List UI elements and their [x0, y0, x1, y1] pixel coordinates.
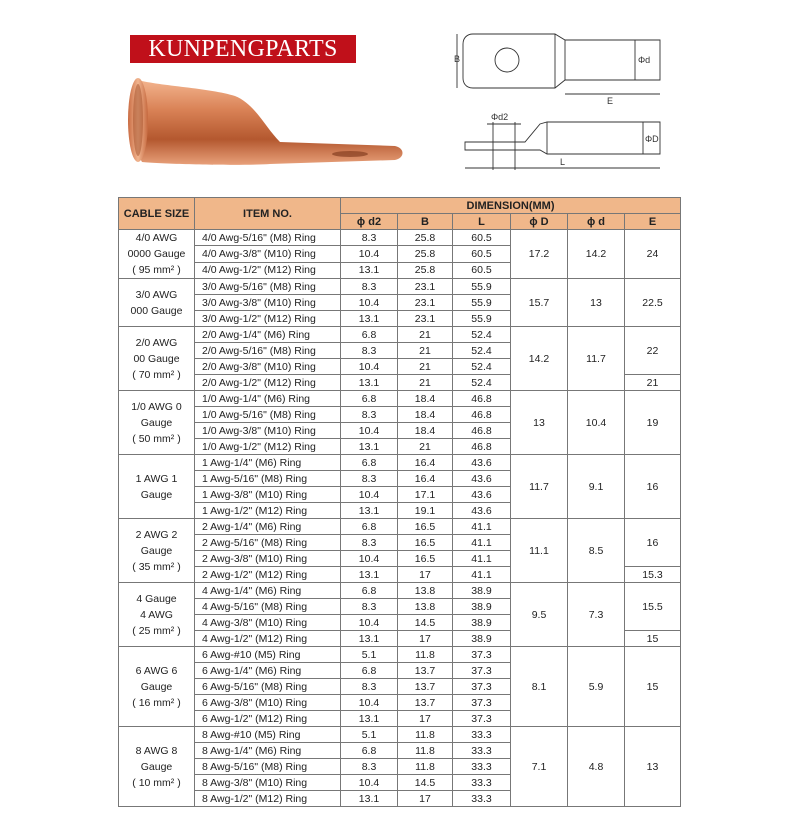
d2-cell: 6.8 — [341, 327, 398, 343]
d2-cell: 6.8 — [341, 583, 398, 599]
l-cell: 33.3 — [453, 775, 511, 791]
d2-cell: 8.3 — [341, 471, 398, 487]
item-no-cell: 1 Awg-5/16" (M8) Ring — [195, 471, 341, 487]
b-cell: 21 — [398, 343, 453, 359]
b-cell: 11.8 — [398, 759, 453, 775]
d2-cell: 5.1 — [341, 647, 398, 663]
small-d-cell: 7.3 — [568, 583, 625, 647]
big-d-cell: 17.2 — [511, 230, 568, 279]
e-cell: 16 — [625, 455, 681, 519]
small-d-cell: 14.2 — [568, 230, 625, 279]
cable-size-cell — [119, 647, 195, 727]
l-cell: 60.5 — [453, 246, 511, 262]
b-cell: 17 — [398, 791, 453, 807]
item-no-cell: 6 Awg-1/2" (M12) Ring — [195, 711, 341, 727]
header-cable-size: CABLE SIZE — [119, 198, 195, 230]
item-no-cell: 4 Awg-1/4" (M6) Ring — [195, 583, 341, 599]
cable-size-line: 0000 Gauge — [127, 248, 186, 260]
small-d-cell: 5.9 — [568, 647, 625, 727]
b-cell: 23.1 — [398, 295, 453, 311]
item-no-cell: 2 Awg-1/4" (M6) Ring — [195, 519, 341, 535]
item-no-cell: 3/0 Awg-3/8" (M10) Ring — [195, 295, 341, 311]
cable-size-line: ( 35 mm² ) — [132, 560, 181, 573]
item-no-cell: 4 Awg-3/8" (M10) Ring — [195, 615, 341, 631]
header-d2: ϕ d2 — [341, 214, 398, 230]
d2-cell: 8.3 — [341, 279, 398, 295]
table-row — [119, 583, 681, 599]
table-row — [119, 327, 681, 343]
l-cell: 43.6 — [453, 471, 511, 487]
d2-cell: 8.3 — [341, 599, 398, 615]
d2-cell: 6.8 — [341, 663, 398, 679]
b-cell: 14.5 — [398, 615, 453, 631]
e-cell: 16 — [625, 519, 681, 567]
cable-size-cell — [119, 230, 195, 279]
item-no-cell: 8 Awg-5/16" (M8) Ring — [195, 759, 341, 775]
l-cell: 41.1 — [453, 567, 511, 583]
dimension-table — [118, 197, 681, 807]
cable-size-cell — [119, 391, 195, 455]
b-cell: 16.5 — [398, 535, 453, 551]
l-cell: 38.9 — [453, 583, 511, 599]
l-cell: 55.9 — [453, 311, 511, 327]
d2-cell: 13.1 — [341, 375, 398, 391]
l-cell: 38.9 — [453, 599, 511, 615]
b-cell: 21 — [398, 359, 453, 375]
e-cell: 15 — [625, 647, 681, 727]
item-no-cell: 1 Awg-3/8" (M10) Ring — [195, 487, 341, 503]
b-cell: 18.4 — [398, 407, 453, 423]
cable-size-line: ( 95 mm² ) — [132, 264, 181, 276]
d2-cell: 10.4 — [341, 615, 398, 631]
item-no-cell: 6 Awg-1/4" (M6) Ring — [195, 663, 341, 679]
item-no-cell: 4/0 Awg-5/16" (M8) Ring — [195, 230, 341, 246]
cable-size-line: 2 AWG 2 — [135, 528, 178, 541]
d2-cell: 13.1 — [341, 711, 398, 727]
d2-cell: 6.8 — [341, 743, 398, 759]
big-d-cell: 15.7 — [511, 279, 568, 327]
table-row — [119, 455, 681, 471]
d2-cell: 13.1 — [341, 567, 398, 583]
l-cell: 46.8 — [453, 407, 511, 423]
b-cell: 16.4 — [398, 471, 453, 487]
d2-cell: 10.4 — [341, 551, 398, 567]
l-cell: 52.4 — [453, 375, 511, 391]
cable-size-line: ( 70 mm² ) — [132, 368, 181, 381]
e-cell: 22 — [625, 327, 681, 375]
b-cell: 17.1 — [398, 487, 453, 503]
d2-cell: 10.4 — [341, 695, 398, 711]
item-no-cell: 1/0 Awg-1/4" (M6) Ring — [195, 391, 341, 407]
item-no-cell: 8 Awg-#10 (M5) Ring — [195, 727, 341, 743]
l-cell: 60.5 — [453, 262, 511, 278]
b-cell: 16.5 — [398, 551, 453, 567]
table-row — [119, 519, 681, 535]
l-cell: 33.3 — [453, 727, 511, 743]
b-cell: 21 — [398, 375, 453, 391]
item-no-cell: 2 Awg-5/16" (M8) Ring — [195, 535, 341, 551]
big-d-cell: 14.2 — [511, 327, 568, 391]
l-cell: 52.4 — [453, 359, 511, 375]
l-cell: 46.8 — [453, 439, 511, 455]
b-cell: 25.8 — [398, 262, 453, 278]
item-no-cell: 3/0 Awg-1/2" (M12) Ring — [195, 311, 341, 327]
cable-size-line: 3/0 AWG — [135, 288, 178, 301]
lug-dimension-diagram — [455, 22, 675, 182]
item-no-cell: 8 Awg-3/8" (M10) Ring — [195, 775, 341, 791]
b-cell: 25.8 — [398, 246, 453, 262]
cable-size-line: 1 AWG 1 — [135, 472, 178, 485]
item-no-cell: 6 Awg-5/16" (M8) Ring — [195, 679, 341, 695]
b-cell: 13.8 — [398, 599, 453, 615]
l-cell: 37.3 — [453, 711, 511, 727]
cable-size-cell — [119, 727, 195, 807]
d2-cell: 10.4 — [341, 359, 398, 375]
b-cell: 13.7 — [398, 679, 453, 695]
table-row — [119, 391, 681, 407]
cable-size-line: ( 16 mm² ) — [132, 696, 181, 709]
b-cell: 18.4 — [398, 391, 453, 407]
dim-label-phi-d: Φd — [638, 55, 651, 65]
d2-cell: 13.1 — [341, 262, 398, 278]
dim-label-b: B — [454, 54, 461, 64]
item-no-cell: 2/0 Awg-3/8" (M10) Ring — [195, 359, 341, 375]
small-d-cell: 11.7 — [568, 327, 625, 391]
l-cell: 52.4 — [453, 327, 511, 343]
cable-size-line: 8 AWG 8 — [135, 744, 178, 757]
cable-size-line: 4 AWG — [140, 608, 173, 621]
item-no-cell: 1/0 Awg-3/8" (M10) Ring — [195, 423, 341, 439]
table-row — [119, 279, 681, 295]
e-cell: 19 — [625, 391, 681, 455]
cable-size-line: Gauge — [140, 760, 173, 773]
cable-size-line: 00 Gauge — [133, 352, 180, 365]
d2-cell: 10.4 — [341, 775, 398, 791]
l-cell: 33.3 — [453, 743, 511, 759]
d2-cell: 8.3 — [341, 759, 398, 775]
b-cell: 23.1 — [398, 279, 453, 295]
l-cell: 43.6 — [453, 487, 511, 503]
d2-cell: 8.3 — [341, 535, 398, 551]
item-no-cell: 3/0 Awg-5/16" (M8) Ring — [195, 279, 341, 295]
b-cell: 11.8 — [398, 743, 453, 759]
big-d-cell: 11.1 — [511, 519, 568, 583]
d2-cell: 8.3 — [341, 679, 398, 695]
item-no-cell: 6 Awg-#10 (M5) Ring — [195, 647, 341, 663]
big-d-cell: 13 — [511, 391, 568, 455]
header-small-d: ϕ d — [568, 214, 625, 230]
item-no-cell: 8 Awg-1/2" (M12) Ring — [195, 791, 341, 807]
l-cell: 41.1 — [453, 519, 511, 535]
l-cell: 41.1 — [453, 551, 511, 567]
item-no-cell: 4 Awg-5/16" (M8) Ring — [195, 599, 341, 615]
item-no-cell: 1/0 Awg-5/16" (M8) Ring — [195, 407, 341, 423]
b-cell: 11.8 — [398, 727, 453, 743]
b-cell: 14.5 — [398, 775, 453, 791]
item-no-cell: 2 Awg-1/2" (M12) Ring — [195, 567, 341, 583]
item-no-cell: 1 Awg-1/2" (M12) Ring — [195, 503, 341, 519]
e-cell: 15.5 — [625, 583, 681, 631]
header-b: B — [398, 214, 453, 230]
cable-size-line: 4 Gauge — [136, 592, 177, 605]
d2-cell: 10.4 — [341, 423, 398, 439]
cable-size-line: 4/0 AWG — [135, 232, 178, 244]
l-cell: 37.3 — [453, 647, 511, 663]
cable-size-line: Gauge — [140, 544, 173, 557]
item-no-cell: 8 Awg-1/4" (M6) Ring — [195, 743, 341, 759]
cable-size-line: 2/0 AWG — [135, 336, 178, 349]
d2-cell: 8.3 — [341, 407, 398, 423]
l-cell: 52.4 — [453, 343, 511, 359]
b-cell: 18.4 — [398, 423, 453, 439]
dim-label-l: L — [560, 157, 566, 167]
d2-cell: 5.1 — [341, 727, 398, 743]
d2-cell: 6.8 — [341, 455, 398, 471]
l-cell: 37.3 — [453, 695, 511, 711]
cable-size-line: 1/0 AWG 0 — [131, 400, 182, 413]
cable-size-cell — [119, 279, 195, 327]
d2-cell: 6.8 — [341, 519, 398, 535]
l-cell: 55.9 — [453, 295, 511, 311]
l-cell: 46.8 — [453, 423, 511, 439]
header-dimension: DIMENSION(MM) — [341, 198, 681, 214]
e-cell: 22.5 — [625, 279, 681, 327]
d2-cell: 13.1 — [341, 631, 398, 647]
item-no-cell: 2/0 Awg-5/16" (M8) Ring — [195, 343, 341, 359]
cable-size-cell — [119, 519, 195, 583]
item-no-cell: 4/0 Awg-1/2" (M12) Ring — [195, 262, 341, 278]
l-cell: 33.3 — [453, 759, 511, 775]
cable-size-cell — [119, 327, 195, 391]
b-cell: 13.7 — [398, 663, 453, 679]
cable-size-line: 6 AWG 6 — [135, 664, 178, 677]
big-d-cell: 11.7 — [511, 455, 568, 519]
item-no-cell: 2 Awg-3/8" (M10) Ring — [195, 551, 341, 567]
header-big-d: ϕ D — [511, 214, 568, 230]
e-cell: 24 — [625, 230, 681, 279]
cable-size-line: 000 Gauge — [130, 304, 183, 317]
d2-cell: 13.1 — [341, 311, 398, 327]
l-cell: 46.8 — [453, 391, 511, 407]
d2-cell: 13.1 — [341, 503, 398, 519]
small-d-cell: 13 — [568, 279, 625, 327]
l-cell: 37.3 — [453, 663, 511, 679]
dim-label-phi-d2: Φd2 — [491, 112, 509, 122]
l-cell: 43.6 — [453, 503, 511, 519]
b-cell: 21 — [398, 327, 453, 343]
l-cell: 41.1 — [453, 535, 511, 551]
header-e: E — [625, 214, 681, 230]
cable-size-line: Gauge — [140, 488, 173, 501]
d2-cell: 8.3 — [341, 230, 398, 246]
l-cell: 55.9 — [453, 279, 511, 295]
small-d-cell: 8.5 — [568, 519, 625, 583]
b-cell: 11.8 — [398, 647, 453, 663]
big-d-cell: 9.5 — [511, 583, 568, 647]
header-item-no: ITEM NO. — [195, 198, 341, 230]
cable-size-line: Gauge — [140, 416, 173, 429]
big-d-cell: 8.1 — [511, 647, 568, 727]
l-cell: 60.5 — [453, 230, 511, 246]
l-cell: 43.6 — [453, 455, 511, 471]
l-cell: 38.9 — [453, 615, 511, 631]
b-cell: 17 — [398, 631, 453, 647]
b-cell: 13.8 — [398, 583, 453, 599]
header-l: L — [453, 214, 511, 230]
b-cell: 16.5 — [398, 519, 453, 535]
e-cell: 15.3 — [625, 567, 681, 583]
b-cell: 25.8 — [398, 230, 453, 246]
b-cell: 23.1 — [398, 311, 453, 327]
d2-cell: 13.1 — [341, 439, 398, 455]
item-no-cell: 4/0 Awg-3/8" (M10) Ring — [195, 246, 341, 262]
d2-cell: 13.1 — [341, 791, 398, 807]
table-row — [119, 230, 681, 246]
b-cell: 13.7 — [398, 695, 453, 711]
small-d-cell: 9.1 — [568, 455, 625, 519]
d2-cell: 10.4 — [341, 487, 398, 503]
b-cell: 21 — [398, 439, 453, 455]
small-d-cell: 10.4 — [568, 391, 625, 455]
item-no-cell: 2/0 Awg-1/2" (M12) Ring — [195, 375, 341, 391]
e-cell: 13 — [625, 727, 681, 807]
big-d-cell: 7.1 — [511, 727, 568, 807]
d2-cell: 8.3 — [341, 343, 398, 359]
l-cell: 33.3 — [453, 791, 511, 807]
l-cell: 37.3 — [453, 679, 511, 695]
cable-size-line: ( 10 mm² ) — [132, 776, 181, 789]
cable-size-line: Gauge — [140, 680, 173, 693]
e-cell: 21 — [625, 375, 681, 391]
d2-cell: 10.4 — [341, 295, 398, 311]
b-cell: 16.4 — [398, 455, 453, 471]
b-cell: 17 — [398, 567, 453, 583]
b-cell: 17 — [398, 711, 453, 727]
d2-cell: 6.8 — [341, 391, 398, 407]
cable-size-line: ( 50 mm² ) — [132, 432, 181, 445]
d2-cell: 10.4 — [341, 246, 398, 262]
table-row — [119, 647, 681, 663]
item-no-cell: 6 Awg-3/8" (M10) Ring — [195, 695, 341, 711]
table-row — [119, 727, 681, 743]
cable-size-cell — [119, 583, 195, 647]
item-no-cell: 2/0 Awg-1/4" (M6) Ring — [195, 327, 341, 343]
item-no-cell: 4 Awg-1/2" (M12) Ring — [195, 631, 341, 647]
item-no-cell: 1/0 Awg-1/2" (M12) Ring — [195, 439, 341, 455]
e-cell: 15 — [625, 631, 681, 647]
dim-label-e: E — [607, 96, 614, 106]
cable-size-cell — [119, 455, 195, 519]
small-d-cell: 4.8 — [568, 727, 625, 807]
brand-logo: KUNPENGPARTS — [130, 35, 356, 63]
dim-label-phi-big-d: ΦD — [645, 134, 659, 144]
item-no-cell: 1 Awg-1/4" (M6) Ring — [195, 455, 341, 471]
l-cell: 38.9 — [453, 631, 511, 647]
b-cell: 19.1 — [398, 503, 453, 519]
copper-lug-photo — [120, 72, 410, 172]
cable-size-line: ( 25 mm² ) — [132, 624, 181, 637]
